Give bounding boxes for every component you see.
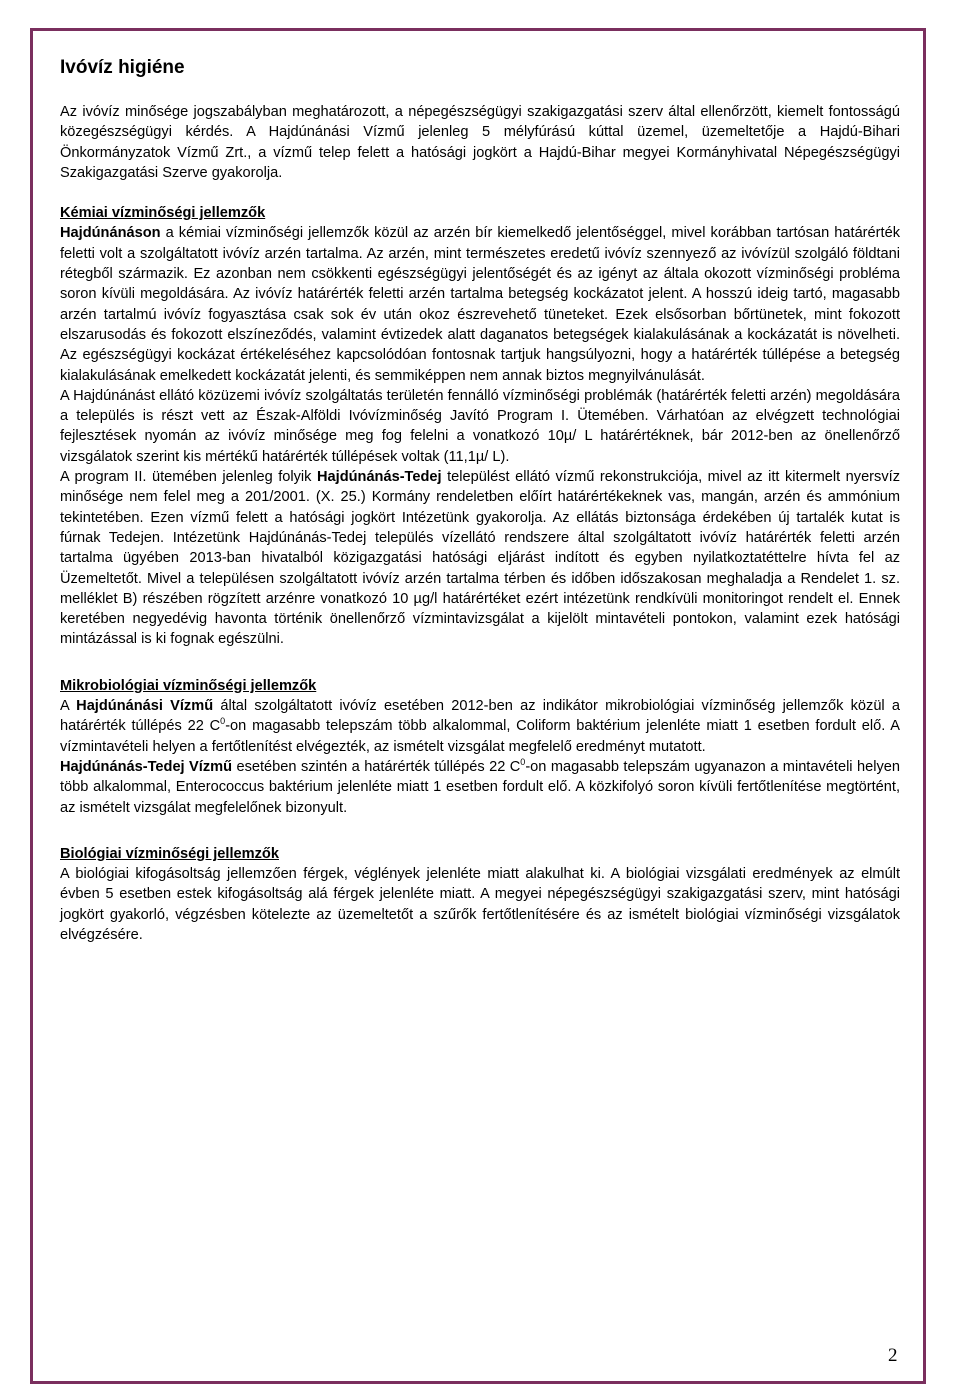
micro-p1-post: -on magasabb telepszám több alkalommal, Coliform baktérium jelenléte miatt 1 esetben fordult elő. A vízmintavételi helyen a fertőtlenítést elvégezték, az ismételt vizsgálat megfelelő eredményt mutatott.: [60, 718, 900, 755]
micro-section: [60, 676, 900, 818]
micro-p2-bold: Hajdúnánás-Tedej Vízmű: [60, 758, 233, 775]
micro-p1-mid: által szolgáltatott ivóvíz esetében 2012-ben az indikátor mikrobiológiai vízminőség jellemzők közül a határérték túllépés 22 C: [60, 698, 901, 735]
micro-p2-post: -on magasabb telepszám ugyanazon a mintavételi helyen több alkalommal, Enterococcus baktérium jelenléte miatt 1 esetben fordult elő. A közkifolyó soron kívüli fertőtlenítése megtörtént, az ismételt vizsgálat megfelelőnek bizonyult.: [60, 758, 900, 816]
micro-heading: Mikrobiológiai vízminőségi jellemzők: [60, 677, 317, 694]
chemical-p3-pre: A program II. ütemében jelenleg folyik: [60, 469, 317, 486]
micro-p2-mid: esetében szintén a határérték túllépés 22 C: [232, 758, 521, 775]
page-title: Ivóvíz higiéne: [60, 57, 185, 78]
chemical-heading: Kémiai vízminőségi jellemzők: [60, 205, 266, 222]
bio-section: [60, 844, 900, 945]
intro-paragraph: Az ivóvíz minősége jogszabályban meghatározott, a népegészségügyi szakigazgatási szerv által ellenőrzött, kiemelt fontosságú közegészségügyi kérdés. A Hajdúnánási Vízmű jelenleg 5 mélyfúrású kúttal üzemel, üzemeltetője a Hajdú-Bihari Önkormányzatok Vízmű Zrt., a vízmű telep felett a hatósági jogkört a Hajdú-Bihar megyei Kormányhivatal Népegészségügyi Szakigazgatási Szerve gyakorolja.: [60, 104, 900, 181]
chemical-paragraph-1: [60, 223, 900, 385]
bio-paragraph-1: A biológiai kifogásoltság jellemzően férgek, véglények jelenléte miatt alakulhat ki. A biológiai vizsgálati eredmények az elmúlt évben 5 esetben estek kifogásoltság alá férgek jelenléte miatt. A megyei népegészségügyi szakigazgatási szerv, mint hatósági jogkört gyakorló, végzésben kötelezte az üzemeltetőt a szűrők fertőtlenítésére és az ismételt biológiai vízminőségi vizsgálatok elvégzésére.: [60, 866, 900, 943]
micro-paragraph-2: [60, 757, 900, 818]
micro-paragraph-1: [60, 696, 900, 757]
page-number: 2: [888, 1345, 898, 1366]
micro-p1-pre: A: [60, 698, 77, 715]
chemical-p3-post: települést ellátó vízmű rekonstrukciója, mivel az itt kitermelt nyersvíz minősége nem felel meg a 201/2001. (X. 25.) Kormány rendeletben előírt határértékeknek vas, mangán, arzén és ammónium tekintetében. Ezen vízmű felett a hatósági jogkört Intézetünk gyakorolja. Az ellátás biztonsága érdekében új tartalék kutat is fúrnak Tedejen. Intézetünk Hajdúnánás-Tedej település vízellátó rendszere által szolgáltatott ivóvíz határérték feletti arzén tartalma ügyében 2013-ban hivatalból közigazgatási hatósági eljárást indított és egyben nyilatkoztatéttelre hívta fel az Üzemeltetőt. Mivel a településen szolgáltatott ivóvíz arzén tartalma térben és időben időszakosan meghaladja a Rendelet 1. sz. melléklet B) részében rögzített arzénre vonatkozó 10 µg/l határértéket ezért intézetünk rendkívüli monitoringot rendelt el. Ennek keretében negyedévig havonta történik önellenőrző vízmintavizsgálat a kijelölt mintavételi pontokon, valamint ezek hatósági mintázással is ki fognak egészülni.: [60, 469, 900, 648]
chemical-paragraph-3: [60, 467, 900, 650]
document-body: [60, 56, 900, 945]
chemical-p1-bold: Hajdúnánáson: [60, 225, 161, 242]
chemical-section: [60, 203, 900, 650]
bio-heading: Biológiai vízminőségi jellemzők: [60, 845, 279, 862]
micro-p1-sup: 0: [220, 716, 226, 727]
micro-p1-bold: Hajdúnánási Vízmű: [76, 698, 214, 715]
chemical-paragraph-2: A Hajdúnánást ellátó közüzemi ivóvíz szolgáltatás területén fennálló vízminőségi problémák (határérték feletti arzén) megoldására a település is részt vett az Észak-Alföldi Ivóvízminőség Javító Program I. Ütemében. Várhatóan az elvégzett technológiai fejlesztések nyomán az ivóvíz minősége meg fog felelni a vonatkozó 10µ/ L határértéknek, bár 2012-ben az önellenőrző vizsgálatok szerint kis mértékű határérték túllépések voltak (11,1µ/ L).: [60, 387, 900, 465]
chemical-p3-bold: Hajdúnánás-Tedej: [316, 469, 442, 486]
micro-p2-sup: 0: [520, 756, 526, 767]
chemical-p1-text: a kémiai vízminőségi jellemzők közül az arzén bír kiemelkedő jelentőséggel, mivel korábban tartósan határérték feletti volt a szolgáltatott ivóvíz arzén tartalma. Az arzén, mint természetes eredetű ivóvíz szennyező az ivóvízül szolgáló földtani rétegből származik. Ez azonban nem csökkenti egészségügyi jelentőségét és az igényt az általa okozott vízminőségi probléma soron kívüli megoldására. Az ivóvíz határérték feletti arzén tartalma betegség kockázatot jelent. A hosszú ideig tartó, magasabb arzén tartalmú ivóvíz fogyasztása csak sok év után okoz észrevehető tüneteket. Ezek elsősorban bőrtünetek, mint fokozott elszarusodás és fokozott elszíneződés, valamint évtizedek alatt daganatos betegségek kialakulásának a kockázatát is növelheti. Az egészségügyi kockázat értékeléséhez kapcsolódóan fontosnak tartjuk hangsúlyozni, hogy a határérték túllépése a betegség kialakulásának emelkedett kockázatát jelenti, és semmiképpen nem annak biztos megnyilvánulását.: [60, 225, 900, 384]
